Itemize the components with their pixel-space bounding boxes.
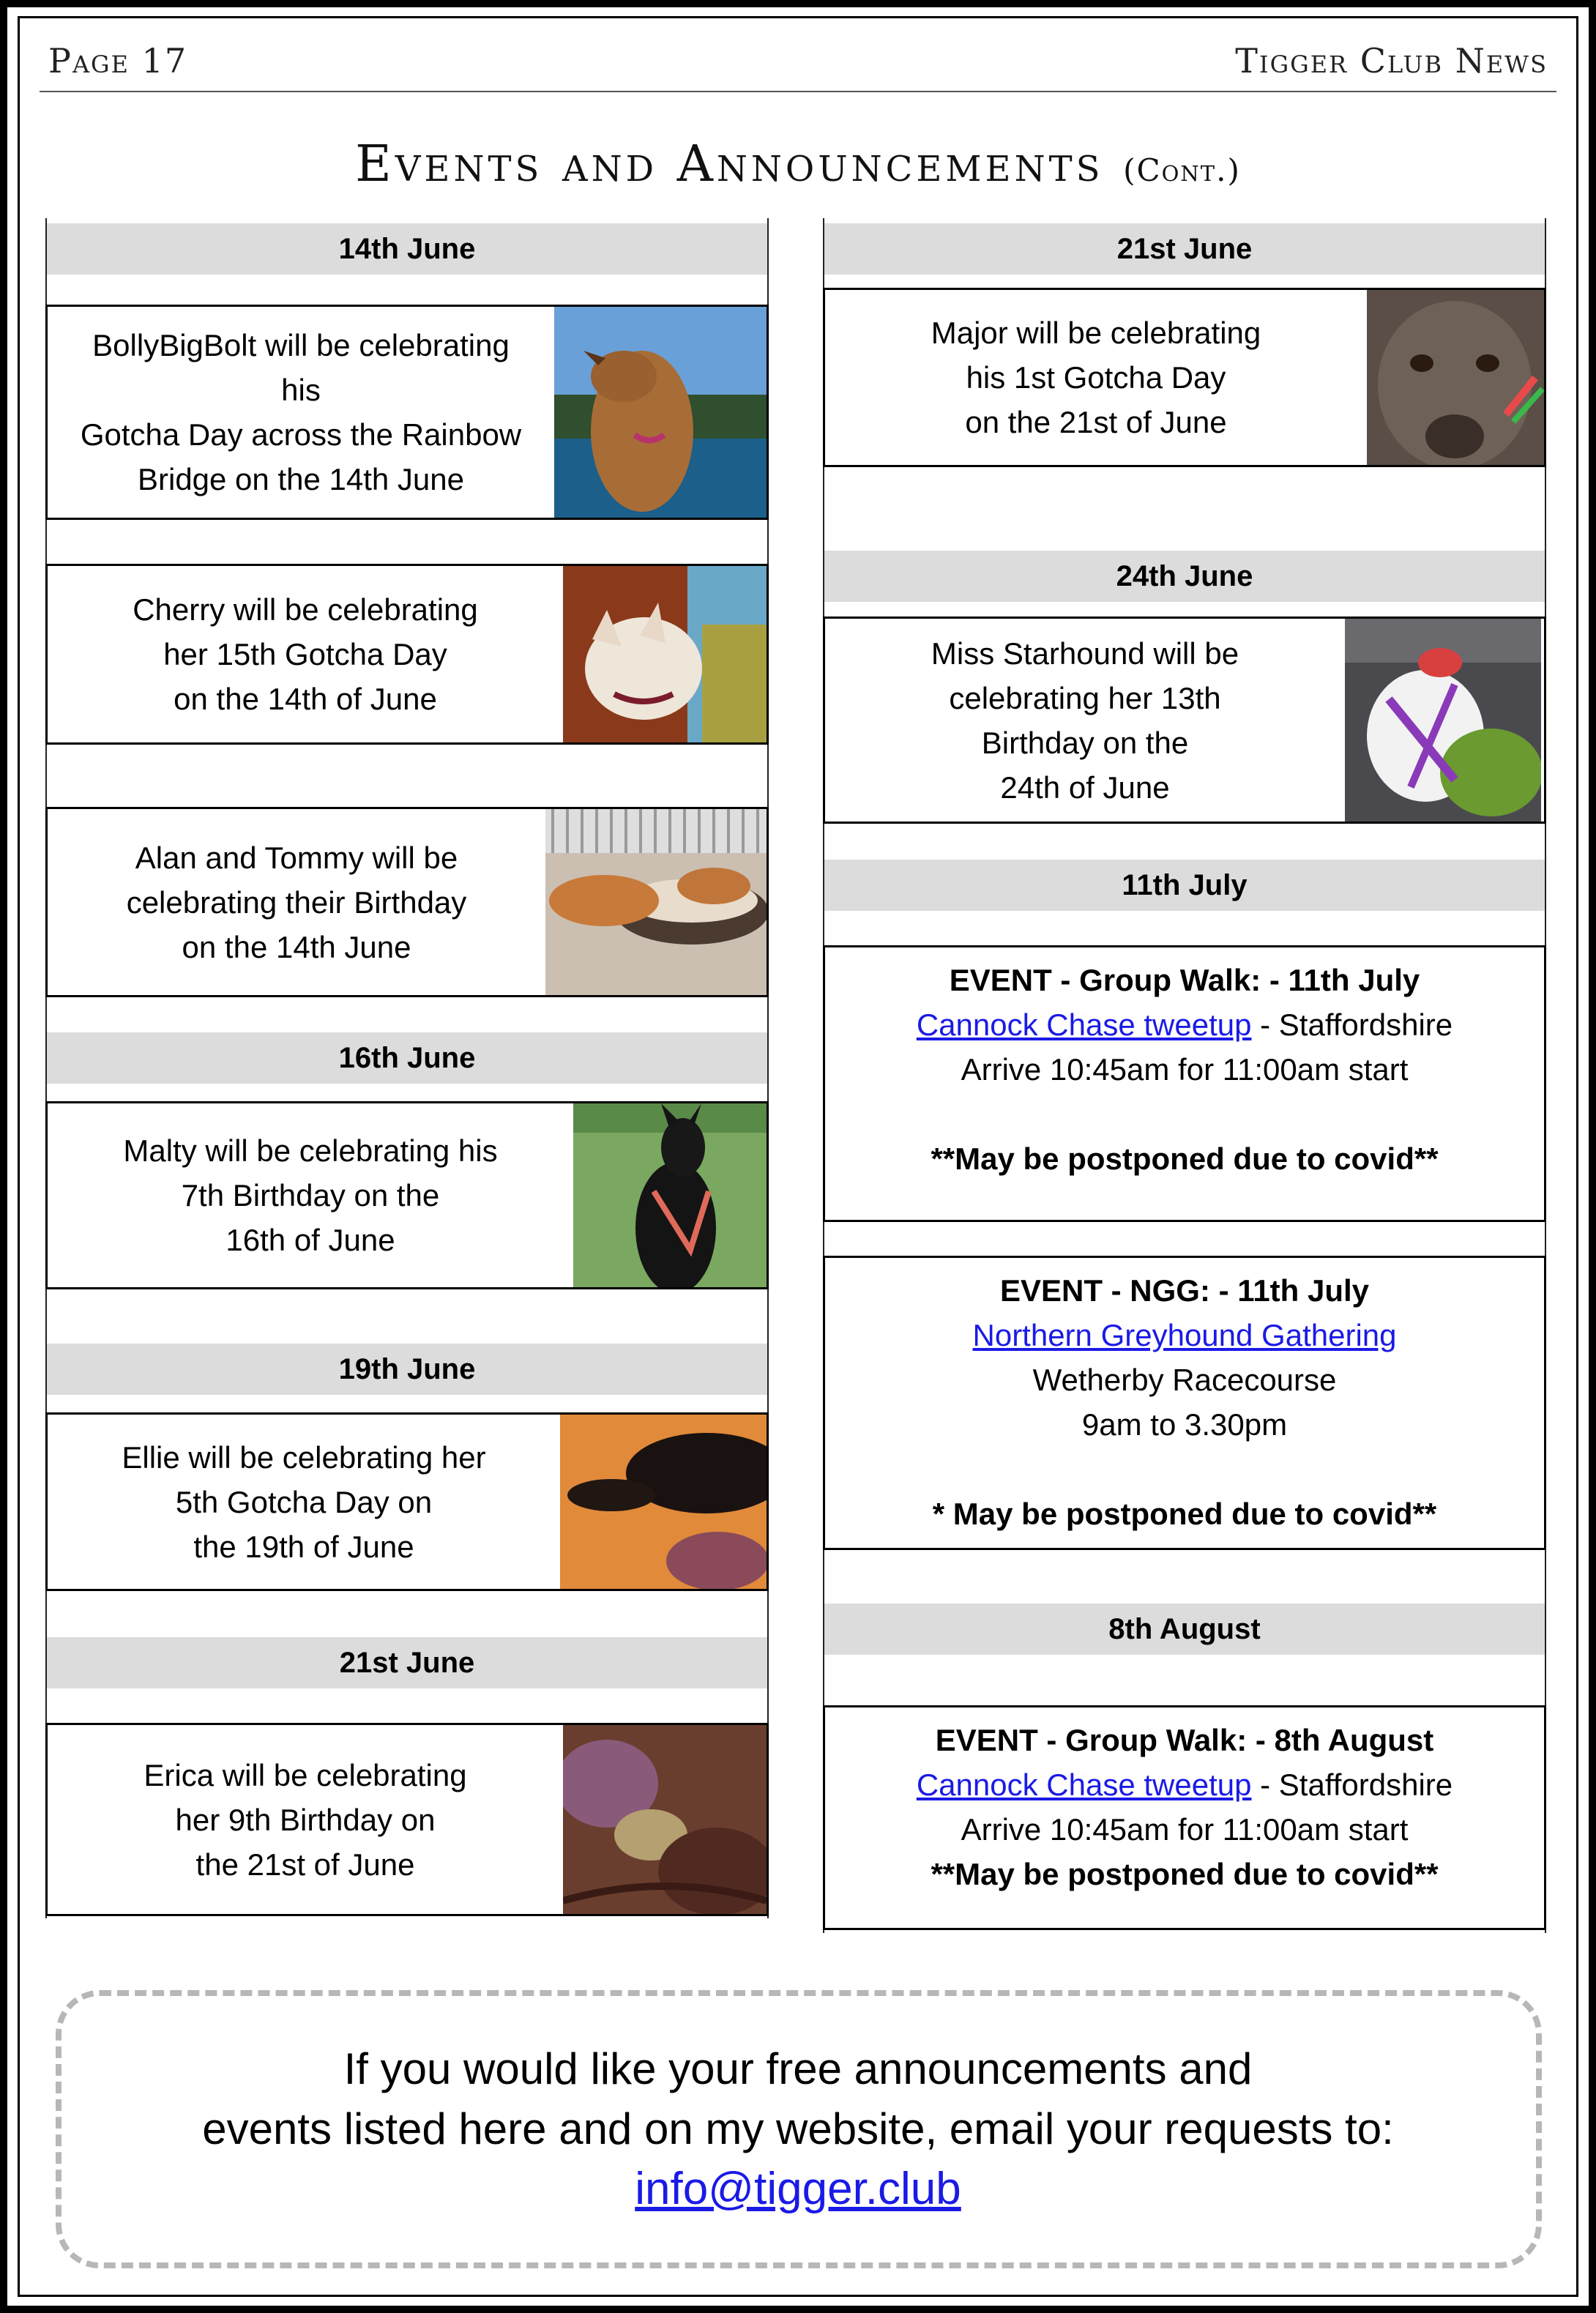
event-location-line: [825, 1002, 1544, 1047]
text-line: her 9th Birthday on: [175, 1802, 436, 1837]
spacer: [825, 1092, 1544, 1136]
white-dog-sleeping-photo: [563, 566, 767, 742]
dog-on-sofa-photo: [563, 1725, 767, 1914]
page-title-main: Events and Announcements: [355, 135, 1104, 193]
announcement-card-erica: [45, 1723, 769, 1916]
text-line: Malty will be celebrating his: [123, 1133, 498, 1168]
event-heading: EVENT - Group Walk: - 8th August: [935, 1723, 1434, 1757]
event-card-group-walk-august: [823, 1705, 1546, 1930]
text-line: 24th of June: [1000, 770, 1170, 805]
announcement-card-cherry: [45, 564, 769, 745]
date-header-14th-june: 14th June: [47, 223, 767, 275]
announcement-text: [825, 290, 1367, 465]
text-line: Erica will be celebrating: [143, 1757, 467, 1792]
text-line: on the 14th of June: [174, 682, 437, 716]
text-line: his 1st Gotcha Day: [966, 360, 1226, 395]
event-location-suffix: - Staffordshire: [1251, 1768, 1453, 1802]
event-heading: EVENT - Group Walk: - 11th July: [949, 963, 1420, 997]
text-line: Ellie will be celebrating her: [122, 1439, 486, 1475]
announcement-text: [825, 619, 1345, 822]
text-line: Alan and Tommy will be: [135, 840, 458, 875]
announcement-text: [48, 1725, 563, 1914]
text-line: 5th Gotcha Day on: [175, 1484, 433, 1519]
black-greyhound-photo: [573, 1103, 767, 1287]
text-line: his: [281, 373, 321, 407]
text-line: on the 14th June: [182, 929, 411, 964]
cannock-chase-tweetup-link[interactable]: Cannock Chase tweetup: [916, 1768, 1252, 1802]
date-header-16th-june: 16th June: [47, 1032, 767, 1084]
text-line: 7th Birthday on the: [181, 1178, 440, 1213]
text-line: 16th of June: [225, 1223, 395, 1257]
text-line: Major will be celebrating: [931, 316, 1261, 350]
footer-line-2: events listed here and on my website, email your requests to:: [202, 2104, 1394, 2153]
announcement-card-ellie: [45, 1412, 769, 1591]
event-link-line: [825, 1313, 1544, 1357]
text-line: Gotcha Day across the Rainbow: [80, 417, 522, 452]
event-covid-warning: **May be postponed due to covid**: [931, 1141, 1439, 1176]
page-title-suffix: (Cont.): [1123, 152, 1241, 188]
event-covid-warning: **May be postponed due to covid**: [931, 1857, 1439, 1891]
email-link[interactable]: info@tigger.club: [635, 2164, 961, 2214]
event-location-line: [825, 1762, 1544, 1807]
brindle-greyhound-photo: [1367, 290, 1544, 465]
announcement-card-malty: [45, 1101, 769, 1289]
newsletter-name: Tigger Club News: [1235, 41, 1548, 81]
text-line: the 19th of June: [193, 1529, 414, 1564]
spacer: [825, 1447, 1544, 1491]
date-header-24th-june: 24th June: [824, 551, 1545, 602]
date-header-8th-august: 8th August: [824, 1604, 1545, 1655]
text-line: celebrating their Birthday: [126, 884, 467, 920]
black-greyhound-orange-bg-photo: [560, 1415, 767, 1589]
event-card-ngg: [823, 1256, 1546, 1550]
page-number: Page 17: [48, 41, 188, 81]
northern-greyhound-gathering-link[interactable]: Northern Greyhound Gathering: [972, 1318, 1397, 1352]
event-detail: 9am to 3.30pm: [1081, 1407, 1288, 1442]
event-covid-warning: * May be postponed due to covid**: [932, 1497, 1437, 1531]
two-ginger-cats-photo: [545, 809, 767, 995]
brown-lurcher-photo: [554, 307, 767, 518]
announcement-text: [48, 1415, 560, 1589]
cannock-chase-tweetup-link[interactable]: Cannock Chase tweetup: [916, 1007, 1252, 1042]
announcement-text: [48, 307, 554, 518]
text-line: BollyBigBolt will be celebrating: [92, 328, 510, 362]
text-line: on the 21st of June: [965, 405, 1227, 439]
page-title: [0, 135, 1596, 193]
event-heading: EVENT - NGG: - 11th July: [999, 1273, 1370, 1308]
text-line: Birthday on the: [981, 725, 1189, 760]
footer-line-1: If you would like your free announcements and: [343, 2044, 1253, 2093]
announcement-card-alan-tommy: [45, 807, 769, 997]
footer-email-line: [0, 2159, 1596, 2219]
date-header-21st-june-left: 21st June: [47, 1637, 767, 1688]
announcement-text: [48, 809, 545, 995]
text-line: Miss Starhound will be: [931, 636, 1239, 671]
footer-message: [0, 2039, 1596, 2219]
date-header-21st-june-right: 21st June: [824, 223, 1545, 275]
announcement-text: [48, 1103, 573, 1287]
date-header-11th-july: 11th July: [824, 860, 1545, 911]
event-detail: Arrive 10:45am for 11:00am start: [961, 1052, 1409, 1087]
event-venue: Wetherby Racecourse: [1032, 1363, 1337, 1397]
text-line: Cherry will be celebrating: [133, 592, 478, 627]
announcement-card-miss-starhound: [823, 617, 1546, 824]
announcement-card-bollybigbolt: [45, 305, 769, 520]
announcement-text: [48, 566, 563, 742]
page-header: [40, 26, 1556, 92]
text-line: the 21st of June: [195, 1847, 415, 1882]
announcement-card-major: [823, 288, 1546, 467]
event-detail: Arrive 10:45am for 11:00am start: [961, 1812, 1409, 1847]
text-line: her 15th Gotcha Day: [163, 637, 447, 671]
event-location-suffix: - Staffordshire: [1251, 1007, 1453, 1042]
date-header-19th-june: 19th June: [47, 1344, 767, 1395]
white-greyhound-harness-photo: [1345, 619, 1541, 822]
event-card-group-walk-july: [823, 945, 1546, 1222]
text-line: celebrating her 13th: [949, 680, 1221, 715]
text-line: Bridge on the 14th June: [137, 462, 464, 496]
